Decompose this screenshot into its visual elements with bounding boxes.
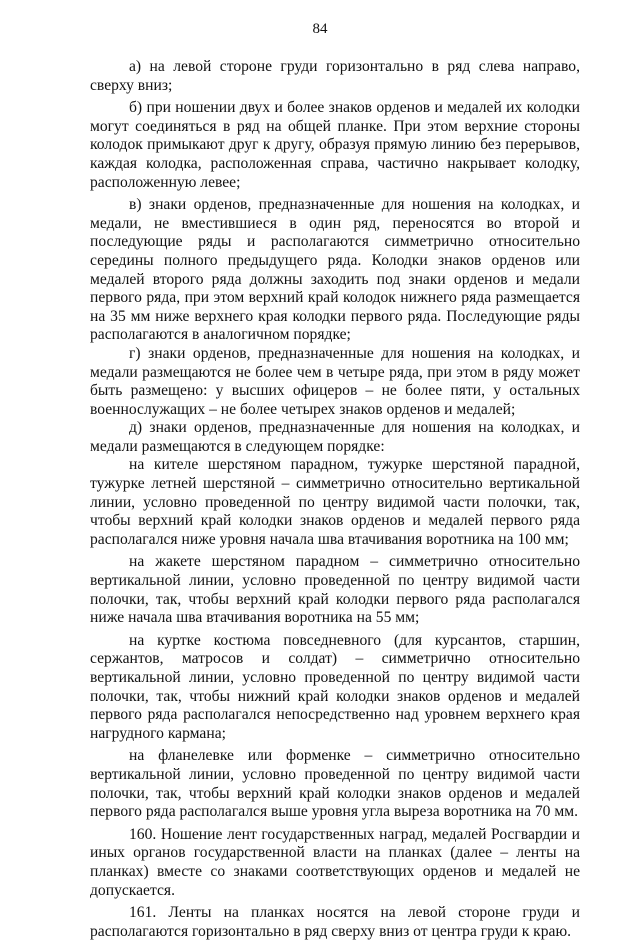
paragraph-flanelevka: на фланелевке или форменке – симметрично относительно вертикальной линии, условно проведенной по центру видимой части полочки, так, чтобы верхний край колодки знаков орденов и медалей первого ряда располагался выше уровня угла выреза воротника на 70 мм. xyxy=(90,747,580,821)
paragraph-160: 160. Ношение лент государственных наград, медалей Росгвардии и иных органов государственной власти на планках (далее – ленты на планках) вместе со знаками соответствующих орденов и медалей не допускается. xyxy=(90,825,580,899)
paragraph-161: 161. Ленты на планках носятся на левой стороне груди и располагаются горизонтально в ряд сверху вниз от центра груди к краю. xyxy=(90,904,580,940)
paragraph-v: в) знаки орденов, предназначенные для ношения на колодках, и медали, не вместившиеся в один ряд, переносятся во второй и последующие ряды и располагаются симметрично относительно середины полного предыдущего ряда. Колодки знаков орденов или медалей второго ряда должны заходить под знаки орденов и медали первого ряда, при этом верхний край колодок нижнего ряда размещается на 35 мм ниже верхнего края колодки первого ряда. Последующие ряды располагаются в аналогичном порядке; xyxy=(90,196,580,344)
paragraph-zhaket: на жакете шерстяном парадном – симметрично относительно вертикальной линии, условно проведенной по центру видимой части полочки, так, чтобы верхний край колодки первого ряда располагался ниже начала шва втачивания воротника на 55 мм; xyxy=(90,553,580,627)
paragraph-kitel: на кителе шерстяном парадном, тужурке шерстяной парадной, тужурке летней шерстяной – симметрично относительно вертикальной линии, условно проведенной по центру видимой части полочки, так, чтобы верхний край колодки знаков орденов и медалей первого ряда располагался ниже уровня начала шва втачивания воротника на 100 мм; xyxy=(90,456,580,548)
paragraph-a: а) на левой стороне груди горизонтально в ряд слева направо, сверху вниз; xyxy=(90,58,580,94)
paragraph-d: д) знаки орденов, предназначенные для ношения на колодках, и медали размещаются в следующем порядке: xyxy=(90,419,580,455)
paragraph-b: б) при ношении двух и более знаков орденов и медалей их колодки могут соединяться в ряд на общей планке. При этом верхние стороны колодок примыкают друг к другу, образуя прямую линию без перерывов, каждая колодка, расположенная справа, частично накрывает колодку, расположенную левее; xyxy=(90,99,580,191)
paragraph-g: г) знаки орденов, предназначенные для ношения на колодках, и медали размещаются не более чем в четыре ряда, при этом в ряду может быть размещено: у высших офицеров – не более пяти, у остальных военнослужащих – не более четырех знаков орденов и медалей; xyxy=(90,344,580,418)
page-number: 84 xyxy=(312,21,328,37)
document-body xyxy=(90,58,580,941)
paragraph-kurtka: на куртке костюма повседневного (для курсантов, старшин, сержантов, матросов и солдат) – симметрично относительно вертикальной линии, условно проведенной по центру видимой части полочки, так, чтобы нижний край колодки знаков орденов и медалей первого ряда располагался непосредственно над уровнем верхнего края нагрудного кармана; xyxy=(90,631,580,742)
